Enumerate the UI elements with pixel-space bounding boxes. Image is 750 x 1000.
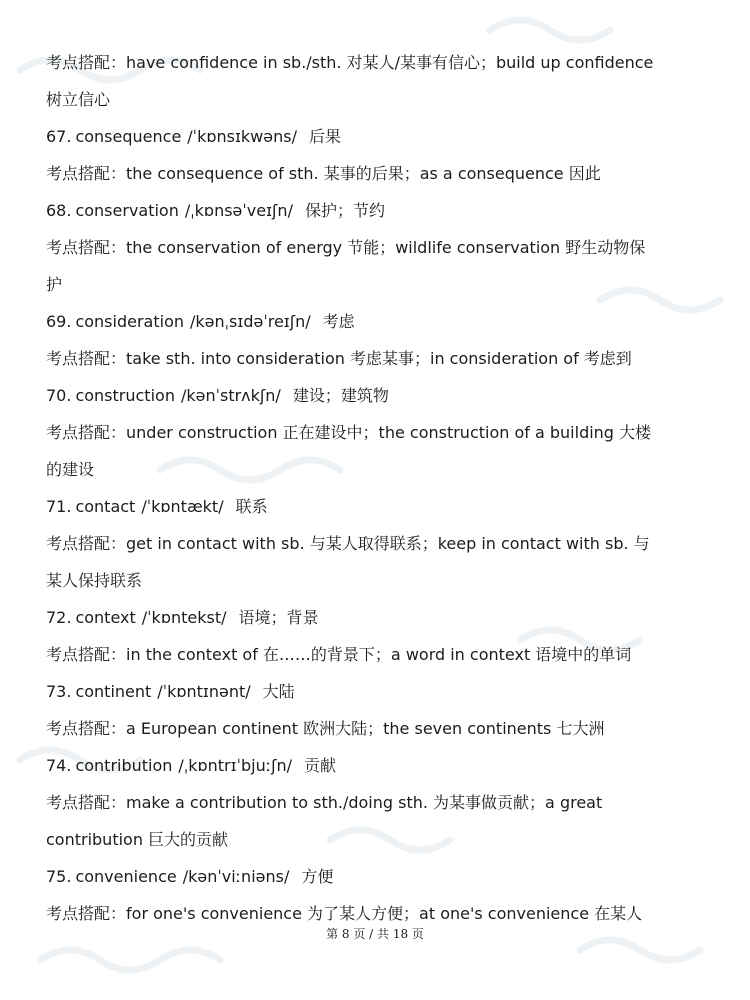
collocation-label: 考点搭配：: [46, 349, 127, 368]
entry-number: 69.: [46, 312, 72, 331]
continuation-line: 的建设: [46, 460, 95, 479]
entry-number: 75.: [46, 867, 72, 886]
entry-meaning: 考虑: [322, 312, 355, 331]
vocab-entry-heading: [46, 488, 710, 525]
entry-phonetic: /ˈkɒnsɪkwəns/: [187, 127, 297, 146]
collocation-label: 考点搭配：: [46, 164, 127, 183]
entry-phonetic: /kənˈstrʌkʃn/: [180, 386, 281, 405]
collocation-label: 考点搭配：: [46, 238, 127, 257]
entry-word: context: [75, 608, 136, 627]
collocation-line: [46, 636, 710, 673]
collocation-label: 考点搭配：: [46, 534, 127, 553]
collocation-text: take sth. into consideration 考虑某事；in consideration of 考虑到: [126, 349, 632, 368]
entry-number: 74.: [46, 756, 72, 775]
entry-word: continent: [75, 682, 152, 701]
entry-number: 72.: [46, 608, 72, 627]
continuation-line: 某人保持联系: [46, 571, 143, 590]
entry-phonetic: /ˌkɒntrɪˈbjuːʃn/: [178, 756, 293, 775]
vocab-entry-heading: [46, 673, 710, 710]
collocation-line: [46, 44, 710, 81]
entry-meaning: 保护；节约: [304, 201, 385, 220]
vocab-entry-heading: [46, 303, 710, 340]
entry-phonetic: /kənˈviːniəns/: [182, 867, 290, 886]
collocation-text: under construction 正在建设中；the construction of a building 大楼: [126, 423, 652, 442]
entry-meaning: 大陆: [262, 682, 295, 701]
collocation-label: 考点搭配：: [46, 645, 127, 664]
collocation-label: 考点搭配：: [46, 719, 127, 738]
entry-number: 70.: [46, 386, 72, 405]
entry-meaning: 后果: [308, 127, 341, 146]
entry-meaning: 联系: [235, 497, 268, 516]
entry-number: 68.: [46, 201, 72, 220]
entry-meaning: 语境；背景: [238, 608, 319, 627]
collocation-line: [46, 784, 710, 821]
collocation-line: [46, 710, 710, 747]
vocab-entry-heading: [46, 599, 710, 636]
vocab-entry-heading: [46, 118, 710, 155]
collocation-label: 考点搭配：: [46, 793, 127, 812]
collocation-text: for one's convenience 为了某人方便；at one's convenience 在某人: [126, 904, 643, 923]
continuation-line: 护: [46, 275, 63, 294]
entry-number: 67.: [46, 127, 72, 146]
collocation-line: [46, 155, 710, 192]
entry-phonetic: /ˈkɒntekst/: [141, 608, 227, 627]
collocation-text: the consequence of sth. 某事的后果；as a consequence 因此: [126, 164, 601, 183]
collocation-line: [46, 414, 710, 451]
vocab-entry-heading: [46, 747, 710, 784]
entry-word: convenience: [75, 867, 177, 886]
collocation-text: in the context of 在……的背景下；a word in context 语境中的单词: [126, 645, 632, 664]
collocation-label: 考点搭配：: [46, 904, 127, 923]
page-footer: 第 8 页 / 共 18 页: [326, 927, 424, 941]
collocation-text: have confidence in sb./sth. 对某人/某事有信心；build up confidence: [126, 53, 654, 72]
entry-word: contact: [75, 497, 136, 516]
collocation-label: 考点搭配：: [46, 423, 127, 442]
collocation-label: 考点搭配：: [46, 53, 127, 72]
collocation-text: a European continent 欧洲大陆；the seven continents 七大洲: [126, 719, 605, 738]
entry-word: contribution: [75, 756, 173, 775]
collocation-text: make a contribution to sth./doing sth. 为某事做贡献；a great: [126, 793, 603, 812]
collocation-text: get in contact with sb. 与某人取得联系；keep in contact with sb. 与: [126, 534, 650, 553]
entry-word: consideration: [75, 312, 184, 331]
entry-phonetic: /ˈkɒntækt/: [141, 497, 224, 516]
entry-phonetic: /ˌkɒnsəˈveɪʃn/: [184, 201, 293, 220]
vocab-entry-heading: [46, 377, 710, 414]
entry-phonetic: /kənˌsɪdəˈreɪʃn/: [190, 312, 311, 331]
collocation-line: [46, 229, 710, 266]
entry-number: 73.: [46, 682, 72, 701]
entry-phonetic: /ˈkɒntɪnənt/: [157, 682, 251, 701]
entry-word: construction: [75, 386, 175, 405]
entry-meaning: 贡献: [304, 756, 337, 775]
vocab-entry-heading: [46, 192, 710, 229]
entry-meaning: 建设；建筑物: [292, 386, 389, 405]
collocation-text: the conservation of energy 节能；wildlife conservation 野生动物保: [126, 238, 646, 257]
vocab-entry-heading: [46, 858, 710, 895]
entry-number: 71.: [46, 497, 72, 516]
entry-word: consequence: [75, 127, 182, 146]
entry-word: conservation: [75, 201, 179, 220]
collocation-line: [46, 340, 710, 377]
continuation-line: 树立信心: [46, 90, 111, 109]
continuation-line: contribution 巨大的贡献: [46, 830, 229, 849]
vocabulary-list: [46, 44, 710, 932]
collocation-line: [46, 525, 710, 562]
entry-meaning: 方便: [301, 867, 334, 886]
